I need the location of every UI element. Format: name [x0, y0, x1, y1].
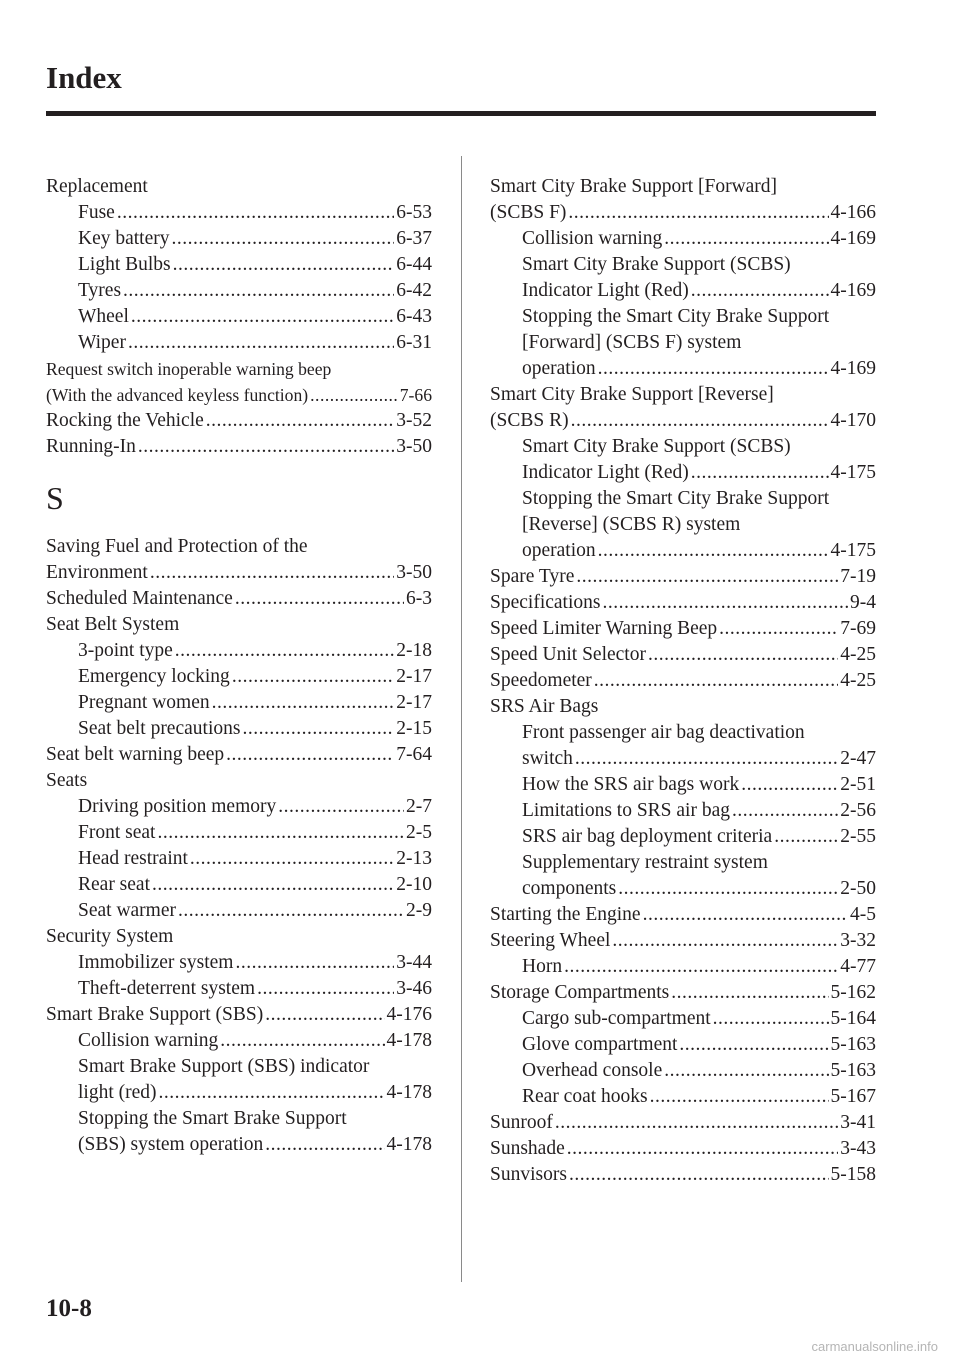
index-entry-page: 5-164: [830, 1008, 876, 1029]
index-entry: [490, 616, 876, 642]
index-entry: [490, 850, 876, 876]
index-entry-label: Seats: [46, 770, 88, 791]
index-entry-label: Supplementary restraint system: [522, 852, 768, 873]
dot-leader: [679, 1032, 828, 1058]
index-entry-page: 4-175: [830, 540, 876, 561]
index-entry: [490, 1110, 876, 1136]
index-entry: [490, 486, 876, 512]
index-entry-label: (SCBS F): [490, 202, 567, 223]
index-entry: [490, 668, 876, 694]
index-group-r: [46, 174, 432, 460]
index-entry: [46, 278, 432, 304]
dot-leader: [671, 980, 828, 1006]
index-entry-label: (With the advanced keyless function): [46, 385, 309, 405]
dot-leader: [212, 690, 395, 716]
column-divider: [461, 156, 462, 1282]
index-entry-page: 2-17: [396, 666, 432, 687]
dot-leader: [664, 226, 828, 252]
index-entry-page: 4-5: [850, 904, 876, 925]
index-entry-page: 4-176: [386, 1004, 432, 1025]
dot-leader: [131, 304, 394, 330]
index-entry: [46, 820, 432, 846]
index-entry-label: components: [522, 878, 617, 899]
index-entry-label: Running-In: [46, 436, 136, 457]
index-entry-page: 4-169: [830, 280, 876, 301]
index-entry: [46, 1028, 432, 1054]
index-entry: [490, 226, 876, 252]
index-entry: [490, 564, 876, 590]
index-entry-page: 6-42: [396, 280, 432, 301]
index-entry-label: Sunroof: [490, 1112, 553, 1133]
index-entry-label: Light Bulbs: [78, 254, 171, 275]
index-entry-label: Driving position memory: [78, 796, 277, 817]
index-entry-page: 6-43: [396, 306, 432, 327]
index-entry: [46, 794, 432, 820]
index-entry: [490, 824, 876, 850]
index-entry: [46, 1054, 432, 1080]
index-entry-page: 7-69: [840, 618, 876, 639]
dot-leader: [571, 408, 829, 434]
index-entry: [490, 694, 876, 720]
index-entry-page: 2-55: [840, 826, 876, 847]
page-title: Index: [46, 60, 122, 95]
index-entry: [46, 872, 432, 898]
index-entry: [46, 742, 432, 768]
index-entry-label: Stopping the Smart City Brake Support: [522, 488, 830, 509]
index-entry-page: 3-52: [396, 410, 432, 431]
index-entry-page: 2-56: [840, 800, 876, 821]
index-entry-label: Cargo sub-compartment: [522, 1008, 711, 1029]
index-entry: [46, 560, 432, 586]
index-entry-label: Theft-deterrent system: [78, 978, 256, 999]
page-number: 10-8: [46, 1295, 92, 1322]
dot-leader: [774, 824, 838, 850]
index-entry: [46, 434, 432, 460]
index-entry: [490, 252, 876, 278]
dot-leader: [178, 898, 404, 924]
index-entry-page: 5-163: [830, 1060, 876, 1081]
index-entry-page: 5-162: [830, 982, 876, 1003]
index-entry: [490, 590, 876, 616]
index-entry-page: 5-158: [830, 1164, 876, 1185]
dot-leader: [732, 798, 838, 824]
index-entry-label: Saving Fuel and Protection of the: [46, 536, 308, 557]
index-entry-label: Collision warning: [78, 1030, 219, 1051]
index-entry-label: Steering Wheel: [490, 930, 611, 951]
index-entry-page: 3-46: [396, 978, 432, 999]
index-entry-page: 4-178: [386, 1082, 432, 1103]
dot-leader: [190, 846, 394, 872]
index-entry-page: 2-13: [396, 848, 432, 869]
index-entry-label: Sunshade: [490, 1138, 565, 1159]
dot-leader: [564, 954, 838, 980]
index-entry-label: light (red): [78, 1082, 157, 1103]
index-entry-page: 9-4: [850, 592, 876, 613]
dot-leader: [138, 434, 394, 460]
dot-leader: [242, 716, 394, 742]
index-entry-page: 7-19: [840, 566, 876, 587]
index-entry: [46, 534, 432, 560]
dot-leader: [310, 382, 398, 408]
index-entry-label: Head restraint: [78, 848, 188, 869]
index-entry-page: 7-64: [396, 744, 432, 765]
dot-leader: [117, 200, 394, 226]
index-entry-page: 2-7: [406, 796, 432, 817]
index-entry: [490, 200, 876, 226]
dot-leader: [568, 200, 828, 226]
index-entry: [490, 304, 876, 330]
index-entry-label: Key battery: [78, 228, 170, 249]
index-entry-page: 3-44: [396, 952, 432, 973]
dot-leader: [691, 278, 829, 304]
dot-leader: [152, 872, 394, 898]
index-entry-label: Security System: [46, 926, 174, 947]
index-entry: [46, 664, 432, 690]
index-entry-page: 2-18: [396, 640, 432, 661]
index-entry-page: 4-169: [830, 358, 876, 379]
index-entry-label: Indicator Light (Red): [522, 462, 689, 483]
index-entry-label: operation: [522, 540, 596, 561]
index-entry-label: Smart Brake Support (SBS) indicator: [78, 1056, 370, 1077]
index-entry: [490, 980, 876, 1006]
index-entry: [490, 460, 876, 486]
index-entry: [490, 1006, 876, 1032]
index-entry: [46, 898, 432, 924]
index-entry-page: 2-17: [396, 692, 432, 713]
index-entry-label: Stopping the Smart City Brake Support: [522, 306, 830, 327]
index-entry: [46, 226, 432, 252]
index-entry-page: 2-10: [396, 874, 432, 895]
index-entry-page: 3-41: [840, 1112, 876, 1133]
dot-leader: [648, 642, 838, 668]
index-entry-page: 7-66: [399, 385, 432, 405]
index-entry-label: Request switch inoperable warning beep: [46, 359, 332, 379]
index-entry: [490, 174, 876, 200]
index-entry: [490, 1058, 876, 1084]
index-entry-page: 2-51: [840, 774, 876, 795]
index-entry: [490, 1162, 876, 1188]
dot-leader: [226, 742, 394, 768]
index-entry: [46, 1002, 432, 1028]
index-entry: [490, 954, 876, 980]
index-entry-label: Sunvisors: [490, 1164, 567, 1185]
index-entry: [490, 1032, 876, 1058]
index-entry-page: 3-50: [396, 562, 432, 583]
index-entry: [490, 382, 876, 408]
index-entry-label: Starting the Engine: [490, 904, 641, 925]
index-entry-label: Speed Unit Selector: [490, 644, 646, 665]
dot-leader: [618, 876, 838, 902]
index-entry-page: 4-178: [386, 1134, 432, 1155]
index-entry: [46, 174, 432, 200]
index-entry: [46, 924, 432, 950]
section-letter: S: [46, 480, 64, 516]
index-entry-page: 6-31: [396, 332, 432, 353]
dot-leader: [567, 1136, 839, 1162]
index-entry: [490, 512, 876, 538]
index-entry: [490, 798, 876, 824]
index-entry: [490, 330, 876, 356]
index-entry-page: 4-170: [830, 410, 876, 431]
index-entry-label: Horn: [522, 956, 563, 977]
dot-leader: [643, 902, 848, 928]
index-entry-page: 4-25: [840, 670, 876, 691]
index-entry-page: 5-167: [830, 1086, 876, 1107]
index-entry-page: 5-163: [830, 1034, 876, 1055]
index-entry-label: Environment: [46, 562, 148, 583]
dot-leader: [575, 746, 838, 772]
index-entry: [490, 772, 876, 798]
index-entry-label: Pregnant women: [78, 692, 210, 713]
dot-leader: [278, 794, 404, 820]
index-entry-label: Seat Belt System: [46, 614, 180, 635]
index-group-s: [46, 534, 432, 1158]
index-entry: [490, 876, 876, 902]
index-entry: [46, 976, 432, 1002]
index-entry: [490, 1136, 876, 1162]
index-entry-label: Scheduled Maintenance: [46, 588, 233, 609]
index-entry-label: Emergency locking: [78, 666, 230, 687]
index-group-s-continued: [490, 174, 876, 1188]
index-entry-page: 6-44: [396, 254, 432, 275]
index-entry-label: Rear seat: [78, 874, 151, 895]
dot-leader: [598, 538, 829, 564]
dot-leader: [232, 664, 394, 690]
index-entry: [490, 746, 876, 772]
index-entry-label: (SBS) system operation: [78, 1134, 264, 1155]
index-entry-page: 3-43: [840, 1138, 876, 1159]
index-entry-label: Seat belt precautions: [78, 718, 241, 739]
index-entry-label: Front passenger air bag deactivation: [522, 722, 805, 743]
index-entry-label: Indicator Light (Red): [522, 280, 689, 301]
dot-leader: [123, 278, 394, 304]
index-entry-page: 4-77: [840, 956, 876, 977]
index-entry-label: Spare Tyre: [490, 566, 575, 587]
dot-leader: [235, 950, 394, 976]
index-entry-page: 2-9: [406, 900, 432, 921]
watermark: carmanualsonline.info: [811, 1339, 938, 1354]
index-entry: [46, 1132, 432, 1158]
index-entry: [46, 950, 432, 976]
index-entry-label: Overhead console: [522, 1060, 663, 1081]
index-entry-label: [Forward] (SCBS F) system: [522, 332, 742, 353]
index-entry-page: 6-3: [406, 588, 432, 609]
dot-leader: [569, 1162, 829, 1188]
index-entry: [490, 1084, 876, 1110]
index-entry-page: 4-166: [830, 202, 876, 223]
index-entry-label: Tyres: [78, 280, 122, 301]
index-entry: [490, 720, 876, 746]
index-entry: [490, 278, 876, 304]
dot-leader: [159, 1080, 385, 1106]
index-entry-label: Storage Compartments: [490, 982, 670, 1003]
index-entry-page: 2-47: [840, 748, 876, 769]
index-entry-page: 2-50: [840, 878, 876, 899]
dot-leader: [265, 1132, 384, 1158]
dot-leader: [594, 668, 838, 694]
index-entry-label: Smart City Brake Support [Forward]: [490, 176, 778, 197]
index-entry-label: SRS Air Bags: [490, 696, 599, 717]
index-entry-label: Specifications: [490, 592, 601, 613]
dot-leader: [602, 590, 848, 616]
index-entry: [46, 356, 432, 382]
index-entry-label: Replacement: [46, 176, 148, 197]
dot-leader: [650, 1084, 829, 1110]
dot-leader: [713, 1006, 829, 1032]
index-entry-page: 4-25: [840, 644, 876, 665]
index-entry: [46, 382, 432, 408]
index-entry-page: 6-37: [396, 228, 432, 249]
dot-leader: [175, 638, 394, 664]
dot-leader: [265, 1002, 384, 1028]
dot-leader: [257, 976, 394, 1002]
index-entry: [46, 200, 432, 226]
index-entry: [46, 1106, 432, 1132]
dot-leader: [612, 928, 838, 954]
index-entry-label: [Reverse] (SCBS R) system: [522, 514, 741, 535]
index-entry: [490, 642, 876, 668]
dot-leader: [157, 820, 404, 846]
header-rule: [46, 111, 876, 116]
index-entry-label: Glove compartment: [522, 1034, 678, 1055]
index-entry-label: operation: [522, 358, 596, 379]
index-entry-label: Rear coat hooks: [522, 1086, 648, 1107]
dot-leader: [598, 356, 829, 382]
index-entry-label: Stopping the Smart Brake Support: [78, 1108, 347, 1129]
index-entry-label: Smart City Brake Support (SCBS): [522, 254, 791, 275]
index-entry: [490, 434, 876, 460]
index-entry-page: 4-169: [830, 228, 876, 249]
index-entry-label: switch: [522, 748, 573, 769]
index-entry-label: (SCBS R): [490, 410, 569, 431]
left-column: [46, 174, 432, 1158]
index-entry: [46, 690, 432, 716]
index-entry-label: Smart City Brake Support [Reverse]: [490, 384, 774, 405]
dot-leader: [555, 1110, 838, 1136]
dot-leader: [691, 460, 829, 486]
index-entry-label: 3-point type: [78, 640, 173, 661]
index-entry: [46, 252, 432, 278]
index-entry-label: Smart City Brake Support (SCBS): [522, 436, 791, 457]
index-entry: [46, 846, 432, 872]
index-entry-label: Seat warmer: [78, 900, 176, 921]
index-entry-page: 6-53: [396, 202, 432, 223]
index-entry-label: Speedometer: [490, 670, 592, 691]
dot-leader: [206, 408, 394, 434]
dot-leader: [172, 226, 395, 252]
index-entry: [46, 768, 432, 794]
index-entry: [490, 538, 876, 564]
dot-leader: [719, 616, 838, 642]
dot-leader: [150, 560, 394, 586]
right-column: [490, 174, 876, 1188]
dot-leader: [576, 564, 838, 590]
index-entry: [490, 356, 876, 382]
index-entry: [490, 928, 876, 954]
index-entry-page: 2-15: [396, 718, 432, 739]
index-entry: [46, 408, 432, 434]
index-entry-label: Wheel: [78, 306, 129, 327]
index-entry-page: 4-178: [386, 1030, 432, 1051]
index-entry-label: Smart Brake Support (SBS): [46, 1004, 264, 1025]
index-entry-page: 3-50: [396, 436, 432, 457]
index-entry: [46, 716, 432, 742]
dot-leader: [235, 586, 404, 612]
index-entry: [46, 304, 432, 330]
index-entry-label: Seat belt warning beep: [46, 744, 225, 765]
index-entry: [46, 330, 432, 356]
dot-leader: [220, 1028, 384, 1054]
index-entry: [490, 902, 876, 928]
index-entry-label: Immobilizer system: [78, 952, 234, 973]
index-entry: [490, 408, 876, 434]
dot-leader: [173, 252, 395, 278]
index-entry: [46, 638, 432, 664]
index-entry-label: Front seat: [78, 822, 156, 843]
index-entry: [46, 586, 432, 612]
index-entry-label: Rocking the Vehicle: [46, 410, 204, 431]
index-entry-label: Limitations to SRS air bag: [522, 800, 730, 821]
index-entry: [46, 612, 432, 638]
index-entry-page: 4-175: [830, 462, 876, 483]
index-entry-label: Fuse: [78, 202, 115, 223]
index-entry-page: 3-32: [840, 930, 876, 951]
index-entry-label: How the SRS air bags work: [522, 774, 740, 795]
index-entry: [46, 1080, 432, 1106]
dot-leader: [664, 1058, 828, 1084]
index-entry-label: Collision warning: [522, 228, 663, 249]
index-entry-page: 2-5: [406, 822, 432, 843]
dot-leader: [741, 772, 838, 798]
index-entry-label: Wiper: [78, 332, 126, 353]
dot-leader: [128, 330, 394, 356]
index-entry-label: SRS air bag deployment criteria: [522, 826, 773, 847]
index-entry-label: Speed Limiter Warning Beep: [490, 618, 718, 639]
